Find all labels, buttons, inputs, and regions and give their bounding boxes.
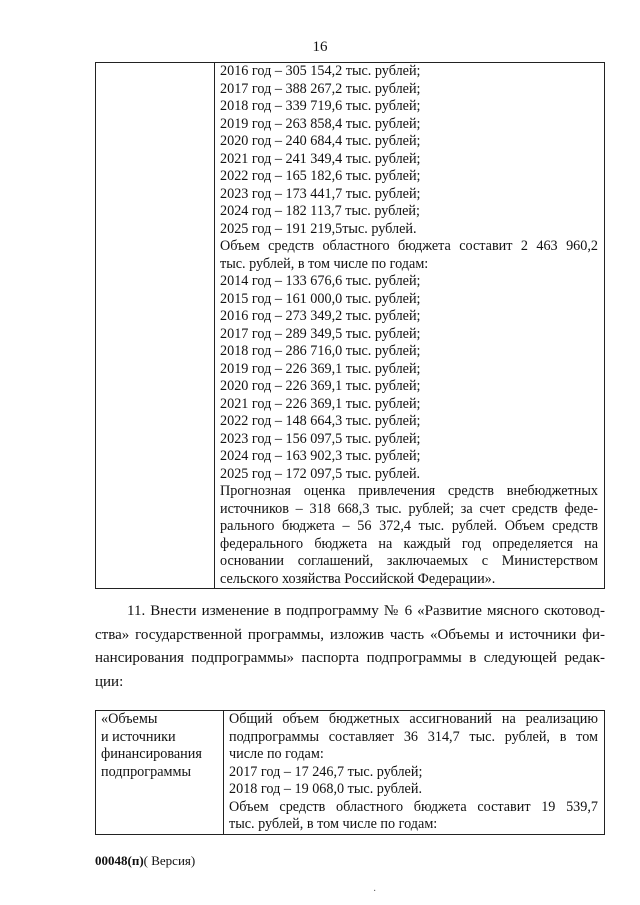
total-budget-line: подпрограммы составляет 36 314,7 тыс. рублей, в том <box>229 728 598 745</box>
row-heading-line: и источники <box>101 728 176 745</box>
document-version: ( Версия) <box>143 853 196 868</box>
year-amount-line: числе по годам: <box>229 746 324 762</box>
year-amount-line: 2023 год – 156 097,5 тыс. рублей; <box>220 430 421 447</box>
year-amount-line: 2020 год – 240 684,4 тыс. рублей; <box>220 133 421 149</box>
forecast-text-last: сельского хозяйства Российской Федерации». <box>220 570 496 587</box>
year-amount-line: 2016 год – 305 154,2 тыс. рублей; <box>220 63 421 79</box>
paragraph-line: нансирования подпрограммы» паспорта подпрограммы в следующей редак- <box>95 650 605 666</box>
table-left-cell <box>96 711 224 835</box>
year-amount-line: 2022 год – 165 182,6 тыс. рублей; <box>220 168 421 184</box>
forecast-text-line: источников – 318 668,3 тыс. рублей; за счет средств феде- <box>220 500 598 517</box>
table-right-cell <box>224 711 605 835</box>
year-amount-line: 2024 год – 182 113,7 тыс. рублей; <box>220 203 420 219</box>
year-amount-line: 2022 год – 148 664,3 тыс. рублей; <box>220 413 421 429</box>
regional-budget-intro-cont: тыс. рублей, в том числе по годам: <box>220 255 429 272</box>
paragraph-last-line: ции: <box>95 673 124 690</box>
year-amount-line: 2017 год – 17 246,7 тыс. рублей; <box>229 763 423 780</box>
year-amount-line: 2025 год – 172 097,5 тыс. рублей. <box>220 465 421 482</box>
year-amount-line: 2021 год – 226 369,1 тыс. рублей; <box>220 395 421 412</box>
regional-budget-intro: Объем средств областного бюджета составит 19 539,7 <box>229 798 598 815</box>
year-amount-line: 2018 год – 19 068,0 тыс. рублей. <box>229 781 422 797</box>
financing-table-new <box>95 710 605 835</box>
document-code: 00048(п) <box>95 853 144 868</box>
year-amount-line: 2024 год – 163 902,3 тыс. рублей; <box>220 448 421 464</box>
year-amount-line: 2019 год – 263 858,4 тыс. рублей; <box>220 115 421 132</box>
year-amount-line: 2014 год – 133 676,6 тыс. рублей; <box>220 273 421 289</box>
regional-budget-intro: Объем средств областного бюджета составит 2 463 960,2 <box>220 238 598 254</box>
year-amount-line: 2025 год – 191 219,5тыс. рублей. <box>220 220 417 237</box>
table-left-cell-empty <box>96 63 215 589</box>
row-heading-line: «Объемы <box>101 711 158 727</box>
forecast-text-line: Прогнозная оценка привлечения средств внебюджетных <box>220 483 598 499</box>
forecast-text-line: основании соглашений, заключаемых с Министерством <box>220 553 598 569</box>
paragraph-line: 11. Внести изменение в подпрограмму № 6 «Развитие мясного скотовод- <box>127 603 605 619</box>
year-amount-line: 2018 год – 339 719,6 тыс. рублей; <box>220 98 421 114</box>
forecast-text-line: федерального бюджета на каждый год определяется на <box>220 535 598 552</box>
paragraph-line: ства» государственной программы, изложив часть «Объемы и источники фи- <box>95 626 605 643</box>
scan-mark: · <box>373 886 377 897</box>
amendment-paragraph <box>95 600 605 694</box>
year-amount-line: 2017 год – 388 267,2 тыс. рублей; <box>220 80 421 97</box>
year-amount-line: 2015 год – 161 000,0 тыс. рублей; <box>220 290 421 307</box>
page-number: 16 <box>312 39 328 55</box>
total-budget-line: Общий объем бюджетных ассигнований на реализацию <box>229 711 598 727</box>
row-heading-line: подпрограммы <box>101 763 191 780</box>
table-right-cell <box>215 63 605 589</box>
year-amount-line: 2016 год – 273 349,2 тыс. рублей; <box>220 308 421 324</box>
regional-budget-intro-cont: тыс. рублей, в том числе по годам: <box>229 816 438 832</box>
year-amount-line: 2020 год – 226 369,1 тыс. рублей; <box>220 378 421 394</box>
document-footer <box>95 853 195 869</box>
year-amount-line: 2021 год – 241 349,4 тыс. рублей; <box>220 150 421 167</box>
year-amount-line: 2019 год – 226 369,1 тыс. рублей; <box>220 360 421 377</box>
financing-table-continued <box>95 62 605 589</box>
year-amount-line: 2023 год – 173 441,7 тыс. рублей; <box>220 185 421 202</box>
row-heading-line: финансирования <box>101 746 202 762</box>
forecast-text-line: рального бюджета – 56 372,4 тыс. рублей. Объем средств <box>220 518 598 534</box>
year-amount-line: 2017 год – 289 349,5 тыс. рублей; <box>220 325 421 342</box>
year-amount-line: 2018 год – 286 716,0 тыс. рублей; <box>220 343 421 359</box>
